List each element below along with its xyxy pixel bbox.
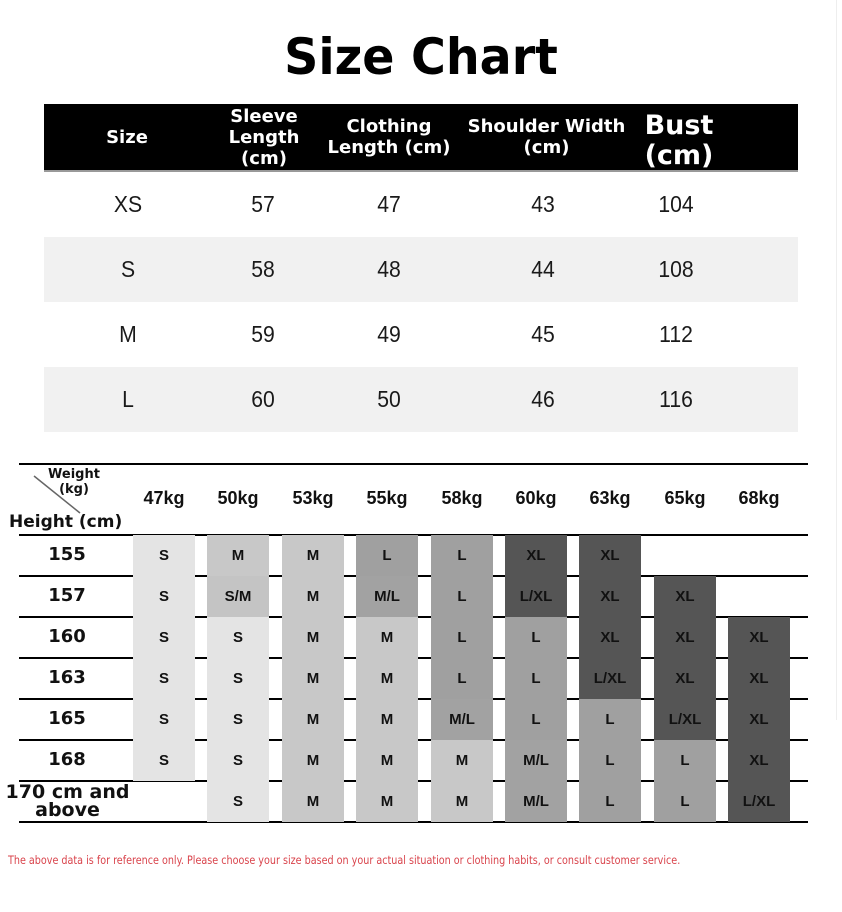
size-label-cell: S [120,256,136,282]
size-recommendation-cell: XL [579,535,641,576]
measurement-cell: 43 [531,191,555,217]
weight-column-header: 50kg [217,488,259,508]
weight-column-header: 65kg [664,488,706,508]
size-recommendation-cell: S [133,576,195,617]
weight-column-header: 53kg [292,488,334,508]
height-row-header: 168 [48,748,86,770]
size-recommendation-cell: S [207,781,269,822]
size-recommendation-cell: XL [654,658,716,699]
size-recommendation-cell: M [282,576,344,617]
measurement-cell: 46 [531,386,555,412]
size-recommendation-cell: S/M [207,576,269,617]
measurement-cell: 44 [531,256,555,282]
size-recommendation-cell: L/XL [505,576,567,617]
weight-column-header: 63kg [589,488,631,508]
grid-corner-header [0,463,125,534]
size-recommendation-cell: XL [579,617,641,658]
weight-column-header: 60kg [515,488,557,508]
size-recommendation-cell: M [431,740,493,781]
size-label-cell: M [119,321,137,347]
table-row [44,172,798,237]
size-recommendation-cell: L [654,740,716,781]
size-recommendation-cell: M [282,699,344,740]
column-header: Shoulder Width (cm) [467,116,626,158]
disclaimer-note: The above data is for reference only. Please choose your size based on your actual situation or clothing habits, or consult customer service. [8,853,681,867]
size-recommendation-cell: S [207,658,269,699]
size-label-cell: L [122,386,134,412]
measurement-table-body [44,172,798,432]
measurement-cell: 48 [377,256,401,282]
measurement-cell: 57 [251,191,275,217]
size-recommendation-cell: L [431,576,493,617]
measurement-table [44,104,798,432]
height-row-header: 163 [48,666,86,688]
measurement-cell: 108 [658,256,694,282]
size-recommendation-cell: L [579,781,641,822]
size-recommendation-cell: M/L [505,740,567,781]
height-row-header: 170 cm and above [5,780,130,821]
size-recommendation-cell: XL [579,576,641,617]
size-recommendation-cell: XL [728,617,790,658]
height-row-header: 160 [48,625,86,647]
weight-column-header: 47kg [143,488,185,508]
measurement-cell: 58 [251,256,275,282]
column-header: Size [106,126,148,148]
size-recommendation-cell: L [431,535,493,576]
size-recommendation-cell: L [431,617,493,658]
height-axis-label: Height (cm) [9,512,123,532]
table-row [44,302,798,367]
page-edge-rule [836,0,837,720]
size-recommendation-cell: M [356,699,418,740]
weight-column-header: 58kg [441,488,483,508]
measurement-cell: 47 [377,191,401,217]
weight-column-header: 68kg [738,488,780,508]
size-recommendation-cell: S [207,617,269,658]
size-recommendation-cell: L [579,740,641,781]
size-recommendation-cell: M/L [505,781,567,822]
size-recommendation-cell: XL [728,658,790,699]
measurement-cell: 116 [659,386,693,412]
size-recommendation-cell: XL [728,699,790,740]
table-row [44,237,798,302]
column-header: Sleeve Length (cm) [228,105,300,169]
size-recommendation-cell: XL [505,535,567,576]
weight-column-header: 55kg [366,488,408,508]
size-label-cell: XS [113,191,143,217]
table-row [44,367,798,432]
size-recommendation-cell: XL [654,617,716,658]
size-recommendation-cell: L [505,699,567,740]
size-recommendation-cell: M [282,740,344,781]
measurement-cell: 45 [531,321,555,347]
size-recommendation-cell: S [207,699,269,740]
size-recommendation-cell: L [431,658,493,699]
size-recommendation-cell: L [579,699,641,740]
size-recommendation-cell: S [133,699,195,740]
height-row-header: 157 [48,584,86,606]
size-recommendation-cell: M [282,781,344,822]
size-recommendation-cell: M [356,658,418,699]
measurement-table-header [44,104,798,172]
size-recommendation-cell: L [654,781,716,822]
measurement-cell: 49 [377,321,401,347]
height-row-header: 165 [48,707,86,729]
size-recommendation-cell: S [133,740,195,781]
size-recommendation-cell: L/XL [579,658,641,699]
size-recommendation-cell: M [282,535,344,576]
measurement-cell: 60 [251,386,275,412]
size-recommendation-cell: M [356,617,418,658]
size-recommendation-cell: M [282,617,344,658]
size-recommendation-cell: S [133,658,195,699]
size-recommendation-cell: M [356,781,418,822]
weight-axis-label: Weight (kg) [48,467,100,497]
measurement-cell: 50 [377,386,401,412]
page-title: Size Chart [284,28,558,86]
size-recommendation-cell: M [282,658,344,699]
size-recommendation-cell: L [356,535,418,576]
size-recommendation-cell: S [133,617,195,658]
height-row-header: 155 [48,543,86,565]
size-recommendation-cell: L [505,617,567,658]
size-recommendation-cell: L/XL [654,699,716,740]
size-recommendation-cell: M [431,781,493,822]
size-recommendation-cell: L [505,658,567,699]
measurement-cell: 112 [659,321,693,347]
size-recommendation-cell: M/L [356,576,418,617]
measurement-cell: 59 [251,321,275,347]
column-header: Bust (cm) [644,110,714,171]
size-recommendation-cell: S [133,535,195,576]
measurement-cell: 104 [658,191,694,217]
size-recommendation-cell: M [207,535,269,576]
column-header: Clothing Length (cm) [327,116,451,158]
size-recommendation-cell: L/XL [728,781,790,822]
size-recommendation-cell: M/L [431,699,493,740]
size-recommendation-cell: S [207,740,269,781]
size-recommendation-cell: XL [654,576,716,617]
size-recommendation-cell: M [356,740,418,781]
size-recommendation-cell: XL [728,740,790,781]
